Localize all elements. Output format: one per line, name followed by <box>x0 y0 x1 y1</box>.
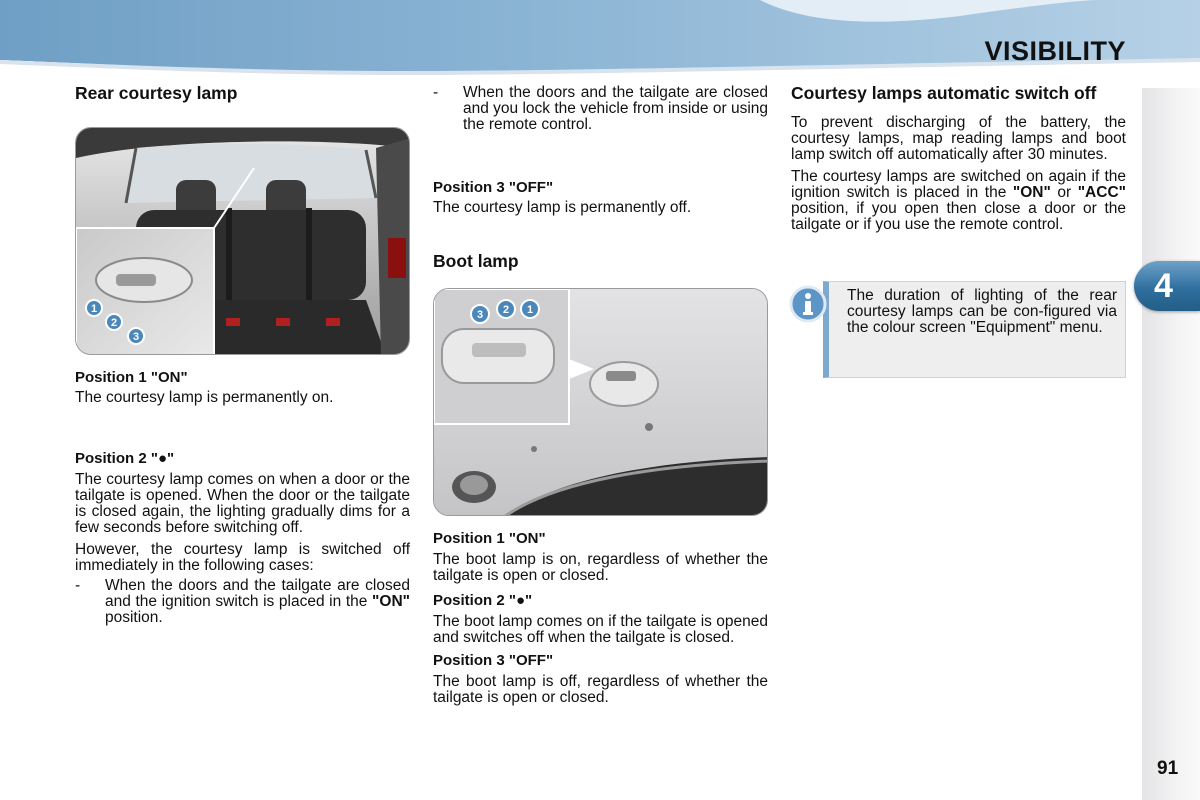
bullet-text: When the doors and the tailgate are closed and the ignition switch is placed in the "ON" position. <box>105 577 410 626</box>
info-box-wrapper <box>823 281 1126 378</box>
position-3-text: The courtesy lamp is permanently off. <box>433 199 692 216</box>
position-1-text: The courtesy lamp is permanently on. <box>75 389 334 406</box>
rear-courtesy-lamp-heading: Rear courtesy lamp <box>75 83 238 103</box>
position-1-heading: Position 1 "ON" <box>75 369 188 386</box>
callout-2: 2 <box>110 317 118 329</box>
bullet-remote-lock <box>433 85 768 133</box>
column-3 <box>791 82 1126 378</box>
column-1 <box>75 82 410 626</box>
section-title: VISIBILITY <box>984 36 1126 66</box>
battery-paragraph: To prevent discharging of the battery, the courtesy lamps, map reading lamps and boot lamp switch off automatically after 30 minutes. <box>791 114 1126 163</box>
position-2-text: The courtesy lamp comes on when a door or the tailgate is opened. When the door or the tailgate is closed again, the lighting gradually dims for a few seconds before switching off. <box>75 471 410 536</box>
switched-on-again-paragraph: The courtesy lamps are switched on again if the ignition switch is placed in the "ON" or "ACC" position, if you open then close a door or the tailgate or if you use the remote control. <box>791 168 1126 233</box>
auto-switch-off-heading: Courtesy lamps automatic switch off <box>791 83 1097 103</box>
info-box <box>823 281 1126 378</box>
bullet-dash: - <box>75 577 81 594</box>
boot-position-2-text: The boot lamp comes on if the tailgate is opened and switches off when the tailgate is closed. <box>433 613 768 646</box>
boot-position-3-heading: Position 3 "OFF" <box>433 652 554 669</box>
chapter-tab[interactable]: 4 <box>1134 261 1200 311</box>
side-strip <box>1142 88 1200 800</box>
position-2-heading: Position 2 "●" <box>75 450 175 467</box>
info-icon <box>789 285 827 323</box>
boot-position-3-text: The boot lamp is off, regardless of whether the tailgate is open or closed. <box>433 673 768 706</box>
bullet-text: When the doors and the tailgate are closed and you lock the vehicle from inside or using the remote control. <box>463 84 768 133</box>
callout-3: 3 <box>132 331 140 343</box>
boot-position-1-heading: Position 1 "ON" <box>433 530 546 547</box>
however-text: However, the courtesy lamp is switched off immediately in the following cases: <box>75 541 410 574</box>
callout-1: 1 <box>526 304 534 316</box>
rear-courtesy-lamp-figure <box>75 127 410 355</box>
column-2 <box>433 82 768 706</box>
boot-position-2-heading: Position 2 "●" <box>433 592 533 609</box>
boot-lamp-heading: Boot lamp <box>433 251 519 271</box>
bullet-ignition <box>75 578 410 626</box>
bullet-dash: - <box>433 84 439 101</box>
boot-lamp-figure <box>433 288 768 516</box>
callout-3: 3 <box>476 309 484 321</box>
position-3-heading: Position 3 "OFF" <box>433 179 554 196</box>
boot-position-1-text: The boot lamp is on, regardless of whether the tailgate is open or closed. <box>433 551 768 584</box>
callout-2: 2 <box>502 304 510 316</box>
callout-1: 1 <box>90 303 98 315</box>
page-number: 91 <box>1157 758 1179 779</box>
info-text: The duration of lighting of the rear courtesy lamps can be con-figured via the colour screen "Equipment" menu. <box>847 287 1117 336</box>
